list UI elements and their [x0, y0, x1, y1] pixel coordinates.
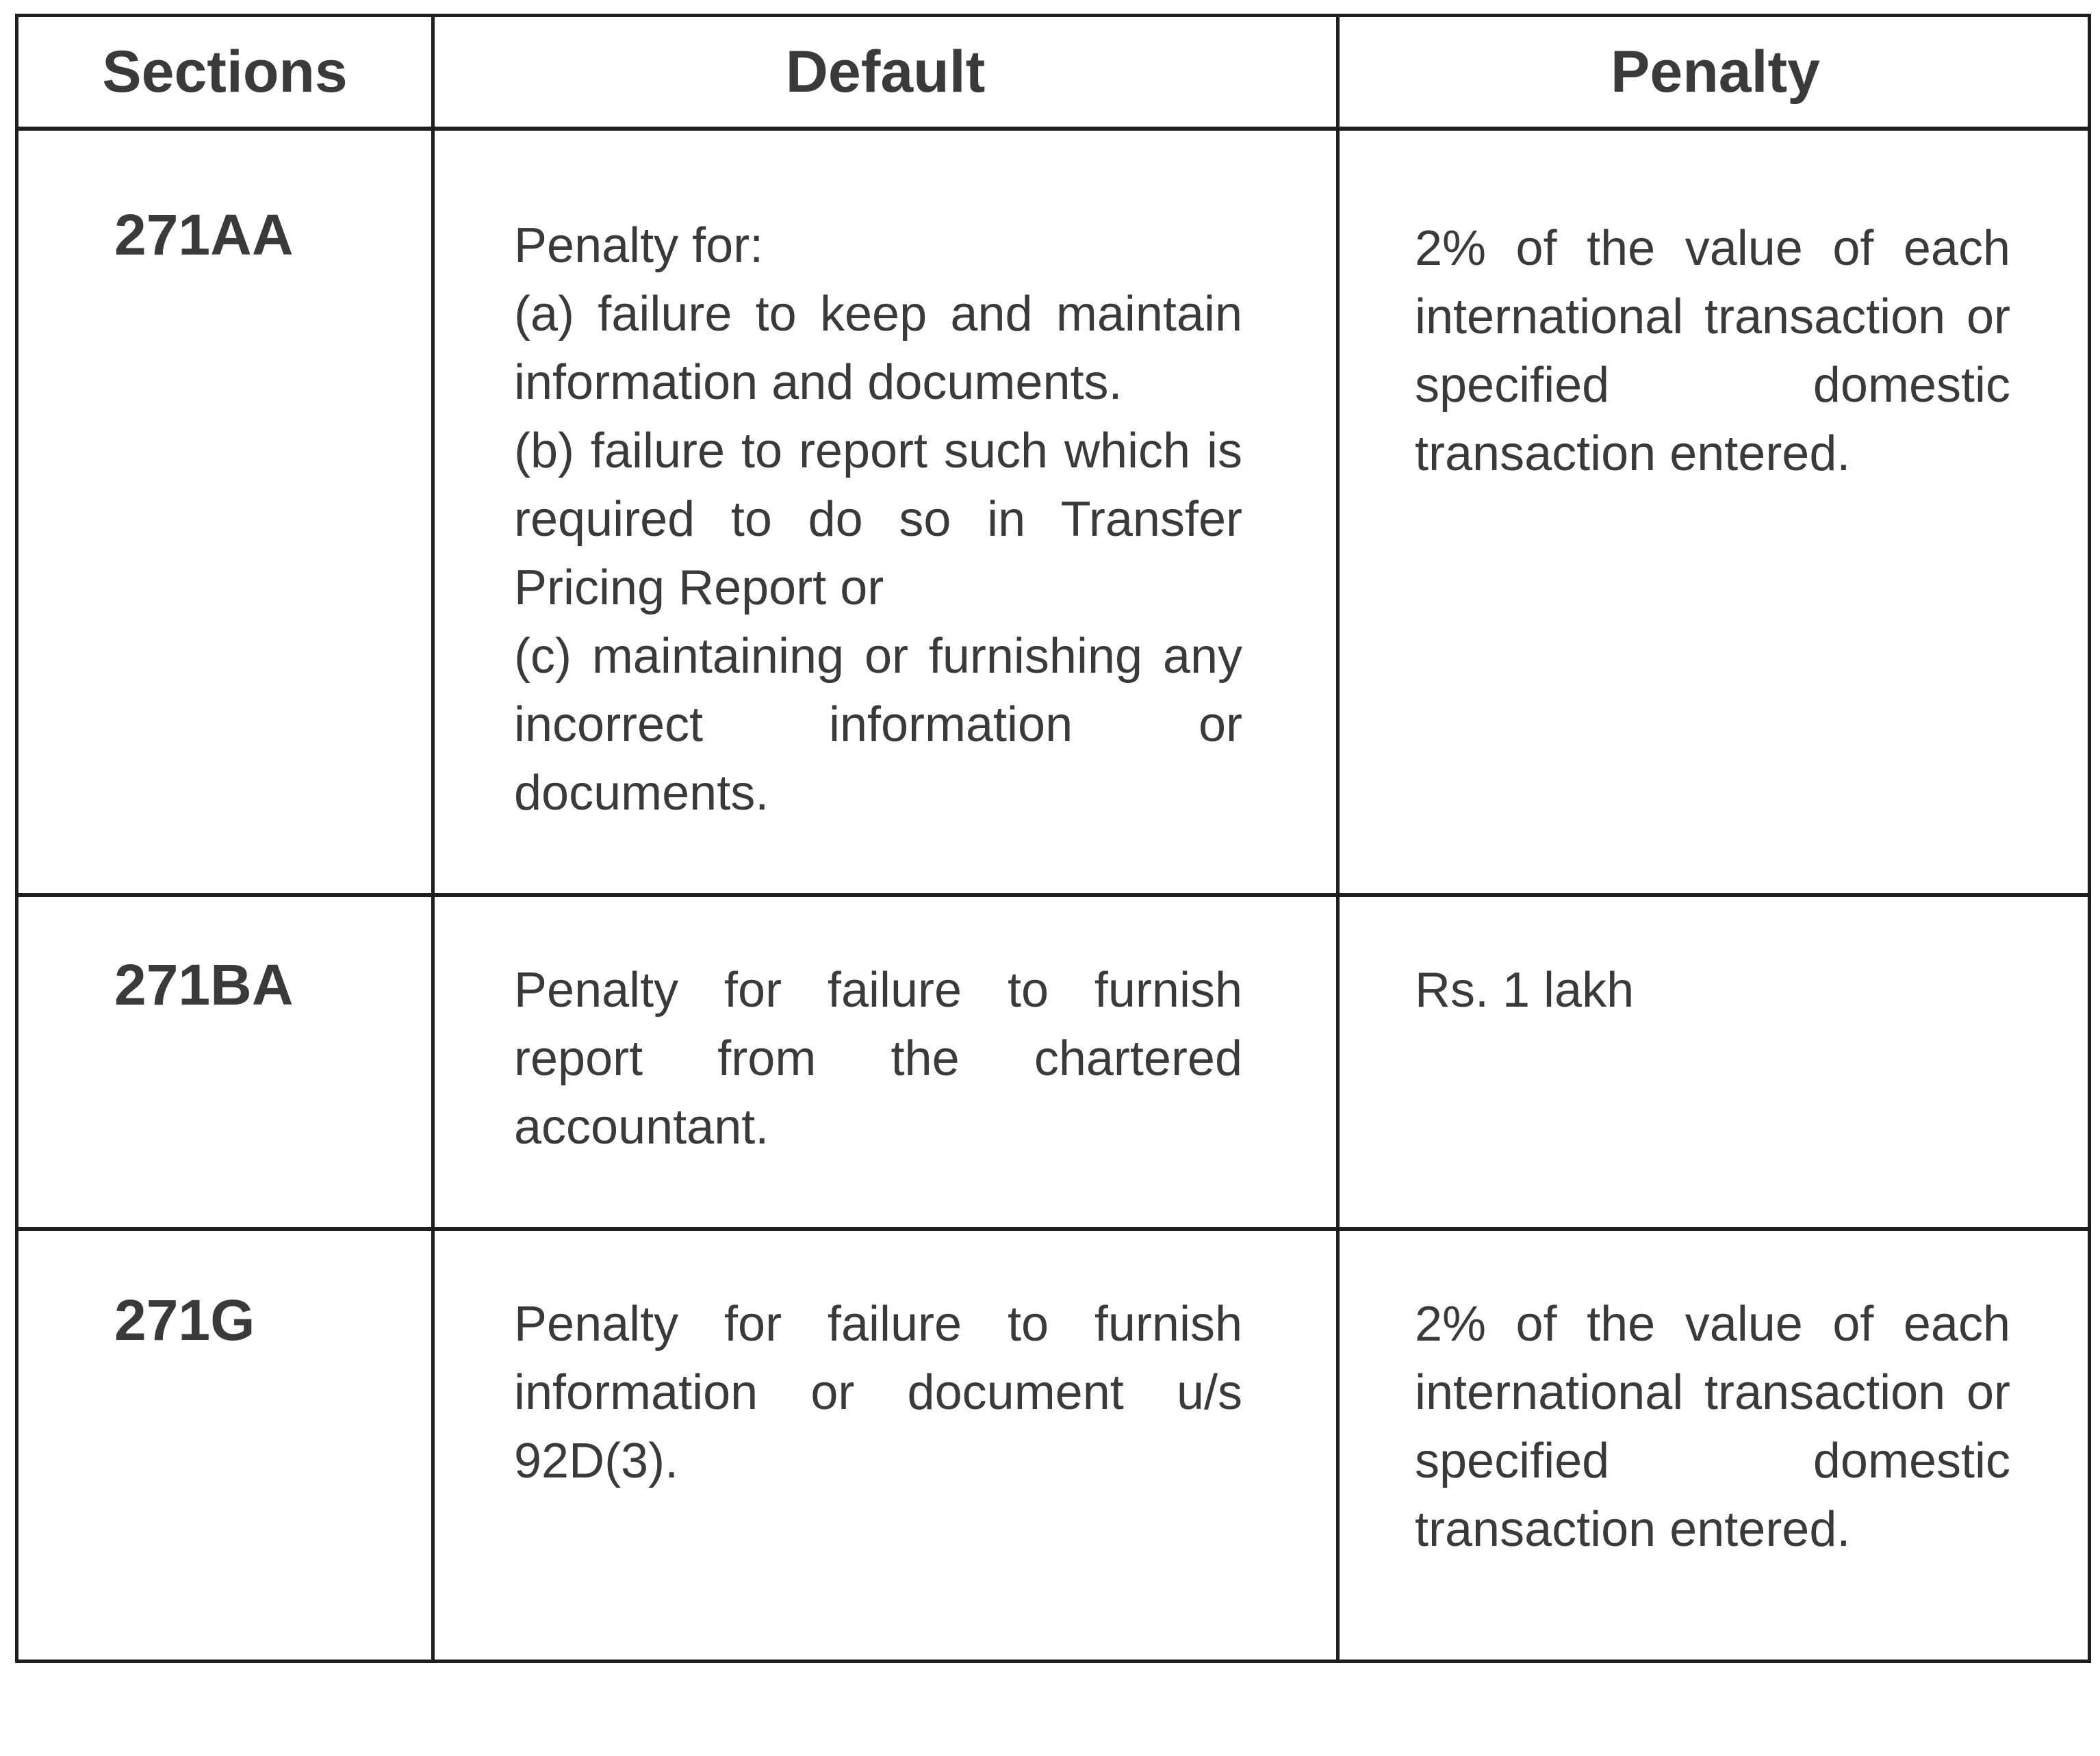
- penalty-line: 2% of the value of each international transaction or specified domestic transaction entered.: [1415, 1297, 2010, 1557]
- penalty-description: [1415, 956, 2010, 1024]
- default-description: [514, 956, 1242, 1161]
- default-description: [514, 211, 1242, 827]
- table-row: [18, 131, 2088, 897]
- header-penalty: Penalty: [1611, 38, 1820, 105]
- penalty-description: [1415, 214, 2010, 488]
- header-sections: Sections: [102, 38, 348, 105]
- default-line: Penalty for:: [514, 218, 764, 273]
- table-row: [18, 897, 2088, 1231]
- section-id: 271AA: [114, 203, 294, 267]
- default-line: Penalty for failure to furnish information or document u/s 92D(3).: [514, 1297, 1242, 1488]
- default-line: Penalty for failure to furnish report from the chartered accountant.: [514, 963, 1242, 1154]
- section-id: 271BA: [114, 953, 294, 1017]
- default-description: [514, 1290, 1242, 1495]
- penalty-line: Rs. 1 lakh: [1415, 963, 1635, 1018]
- table-header-row: [18, 17, 2088, 131]
- section-id: 271G: [114, 1288, 255, 1352]
- penalty-table: [15, 14, 2091, 1663]
- penalty-line: 2% of the value of each international transaction or specified domestic transaction entered.: [1415, 221, 2010, 481]
- default-line: (b) failure to report such which is required to do so in Transfer Pricing Report or: [514, 424, 1242, 615]
- default-line: (c) maintaining or furnishing any incorrect information or documents.: [514, 629, 1242, 821]
- header-default: Default: [785, 38, 986, 105]
- table-row: [18, 1231, 2088, 1660]
- penalty-description: [1415, 1290, 2010, 1564]
- default-line: (a) failure to keep and maintain information and documents.: [514, 287, 1242, 410]
